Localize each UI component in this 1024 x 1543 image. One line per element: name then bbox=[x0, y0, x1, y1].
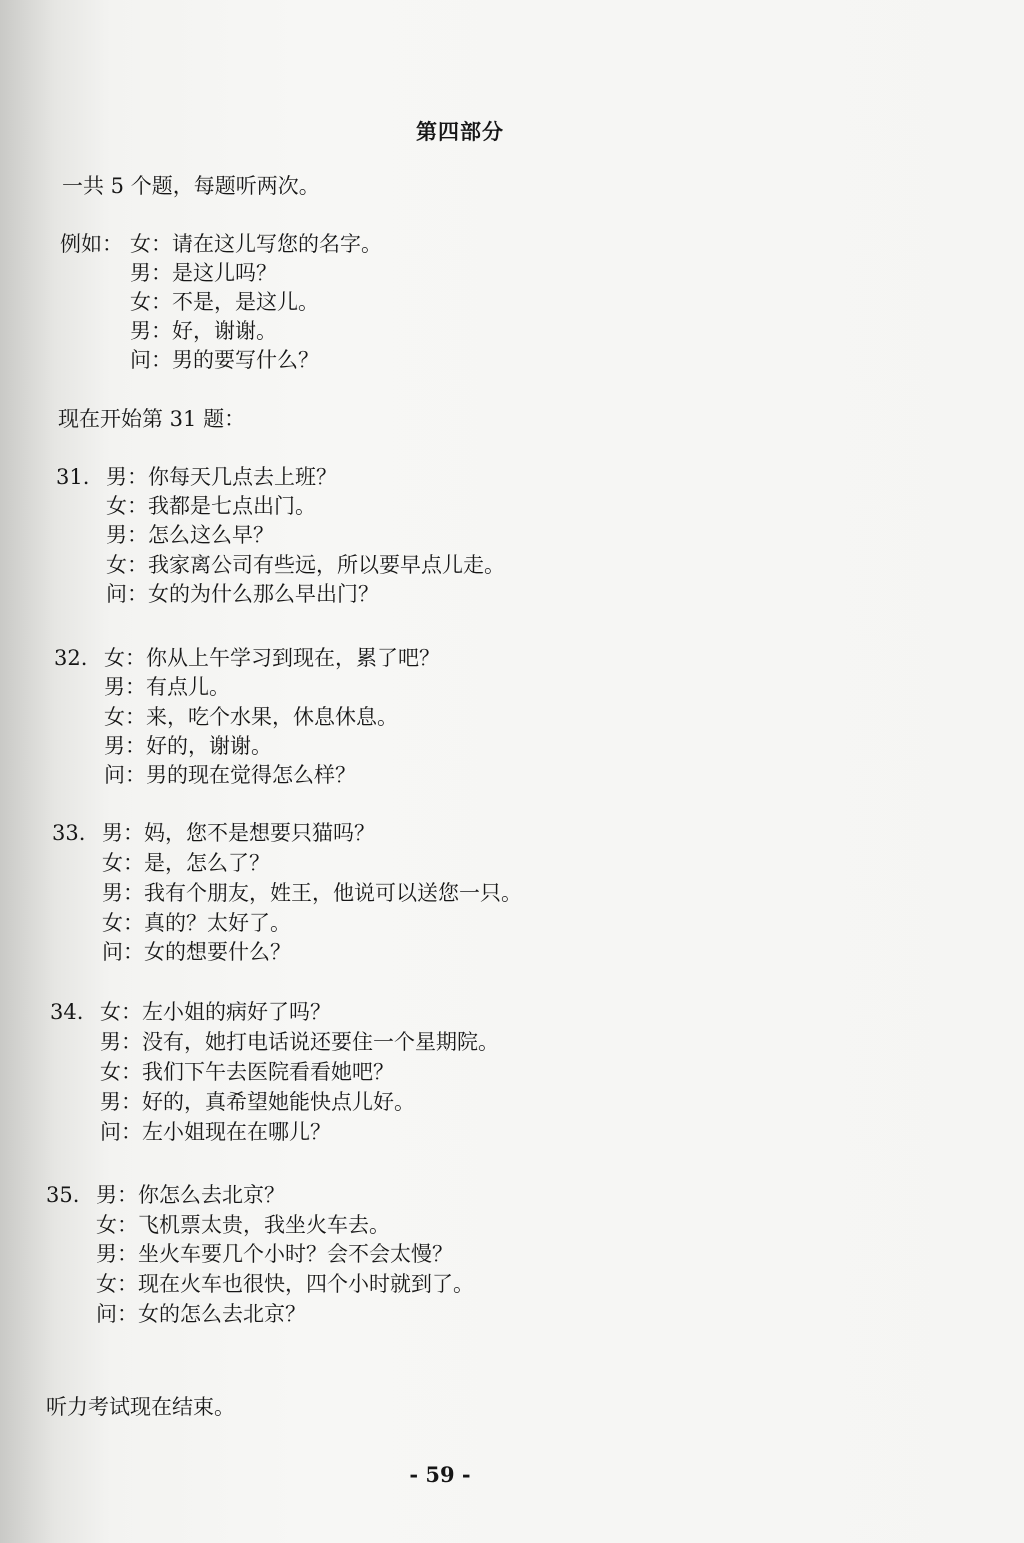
dialogue-line: 男：怎么这么早？ bbox=[106, 523, 274, 547]
dialogue-line: 男：坐火车要几个小时？会不会太慢？ bbox=[96, 1242, 453, 1266]
dialogue-line: 男：你怎么去北京？ bbox=[96, 1183, 285, 1207]
start-text: 现在开始第 31 题： bbox=[58, 407, 246, 431]
example-line: 问：男的要写什么？ bbox=[130, 348, 319, 372]
dialogue-line: 男：好的，真希望她能快点儿好。 bbox=[100, 1090, 415, 1114]
dialogue-line: 女：现在火车也很快，四个小时就到了。 bbox=[96, 1272, 474, 1296]
section-title: 第四部分 bbox=[416, 119, 504, 144]
intro-text: 一共 5 个题，每题听两次。 bbox=[62, 174, 320, 198]
dialogue-line: 女：我们下午去医院看看她吧？ bbox=[100, 1060, 394, 1084]
question-number: 31. bbox=[56, 465, 90, 489]
dialogue-line: 男：有点儿。 bbox=[104, 675, 230, 699]
dialogue-line: 女：飞机票太贵，我坐火车去。 bbox=[96, 1213, 390, 1237]
dialogue-line: 问：男的现在觉得怎么样？ bbox=[104, 763, 356, 787]
dialogue-line: 男：好的，谢谢。 bbox=[104, 734, 272, 758]
dialogue-line: 男：我有个朋友，姓王，他说可以送您一只。 bbox=[102, 881, 522, 905]
ending-text: 听力考试现在结束。 bbox=[46, 1395, 235, 1419]
question-number: 32. bbox=[54, 646, 88, 670]
dialogue-line: 男：没有，她打电话说还要住一个星期院。 bbox=[100, 1030, 499, 1054]
question-number: 34. bbox=[50, 1000, 84, 1024]
dialogue-line: 女：是，怎么了？ bbox=[102, 851, 270, 875]
question-number: 33. bbox=[52, 821, 86, 845]
dialogue-line: 女：左小姐的病好了吗？ bbox=[100, 1000, 331, 1024]
example-line: 女：不是，是这儿。 bbox=[130, 290, 319, 314]
dialogue-line: 女：我家离公司有些远，所以要早点儿走。 bbox=[106, 553, 505, 577]
example-line: 女：请在这儿写您的名字。 bbox=[130, 232, 382, 256]
dialogue-line: 女：真的？太好了。 bbox=[102, 911, 291, 935]
dialogue-line: 男：妈，您不是想要只猫吗？ bbox=[102, 821, 375, 845]
dialogue-line: 女：来，吃个水果，休息休息。 bbox=[104, 705, 398, 729]
example-line: 男：是这儿吗？ bbox=[130, 261, 277, 285]
question-number: 35. bbox=[46, 1183, 80, 1207]
dialogue-line: 问：女的怎么去北京？ bbox=[96, 1302, 306, 1326]
dialogue-line: 问：女的想要什么？ bbox=[102, 940, 291, 964]
dialogue-line: 问：女的为什么那么早出门？ bbox=[106, 582, 379, 606]
dialogue-line: 问：左小姐现在在哪儿？ bbox=[100, 1120, 331, 1144]
dialogue-line: 女：你从上午学习到现在，累了吧？ bbox=[104, 646, 440, 670]
dialogue-line: 男：你每天几点去上班？ bbox=[106, 465, 337, 489]
example-line: 男：好，谢谢。 bbox=[130, 319, 277, 343]
dialogue-line: 女：我都是七点出门。 bbox=[106, 494, 316, 518]
page-number: - 59 - bbox=[409, 1462, 471, 1487]
example-label: 例如： bbox=[60, 232, 123, 256]
